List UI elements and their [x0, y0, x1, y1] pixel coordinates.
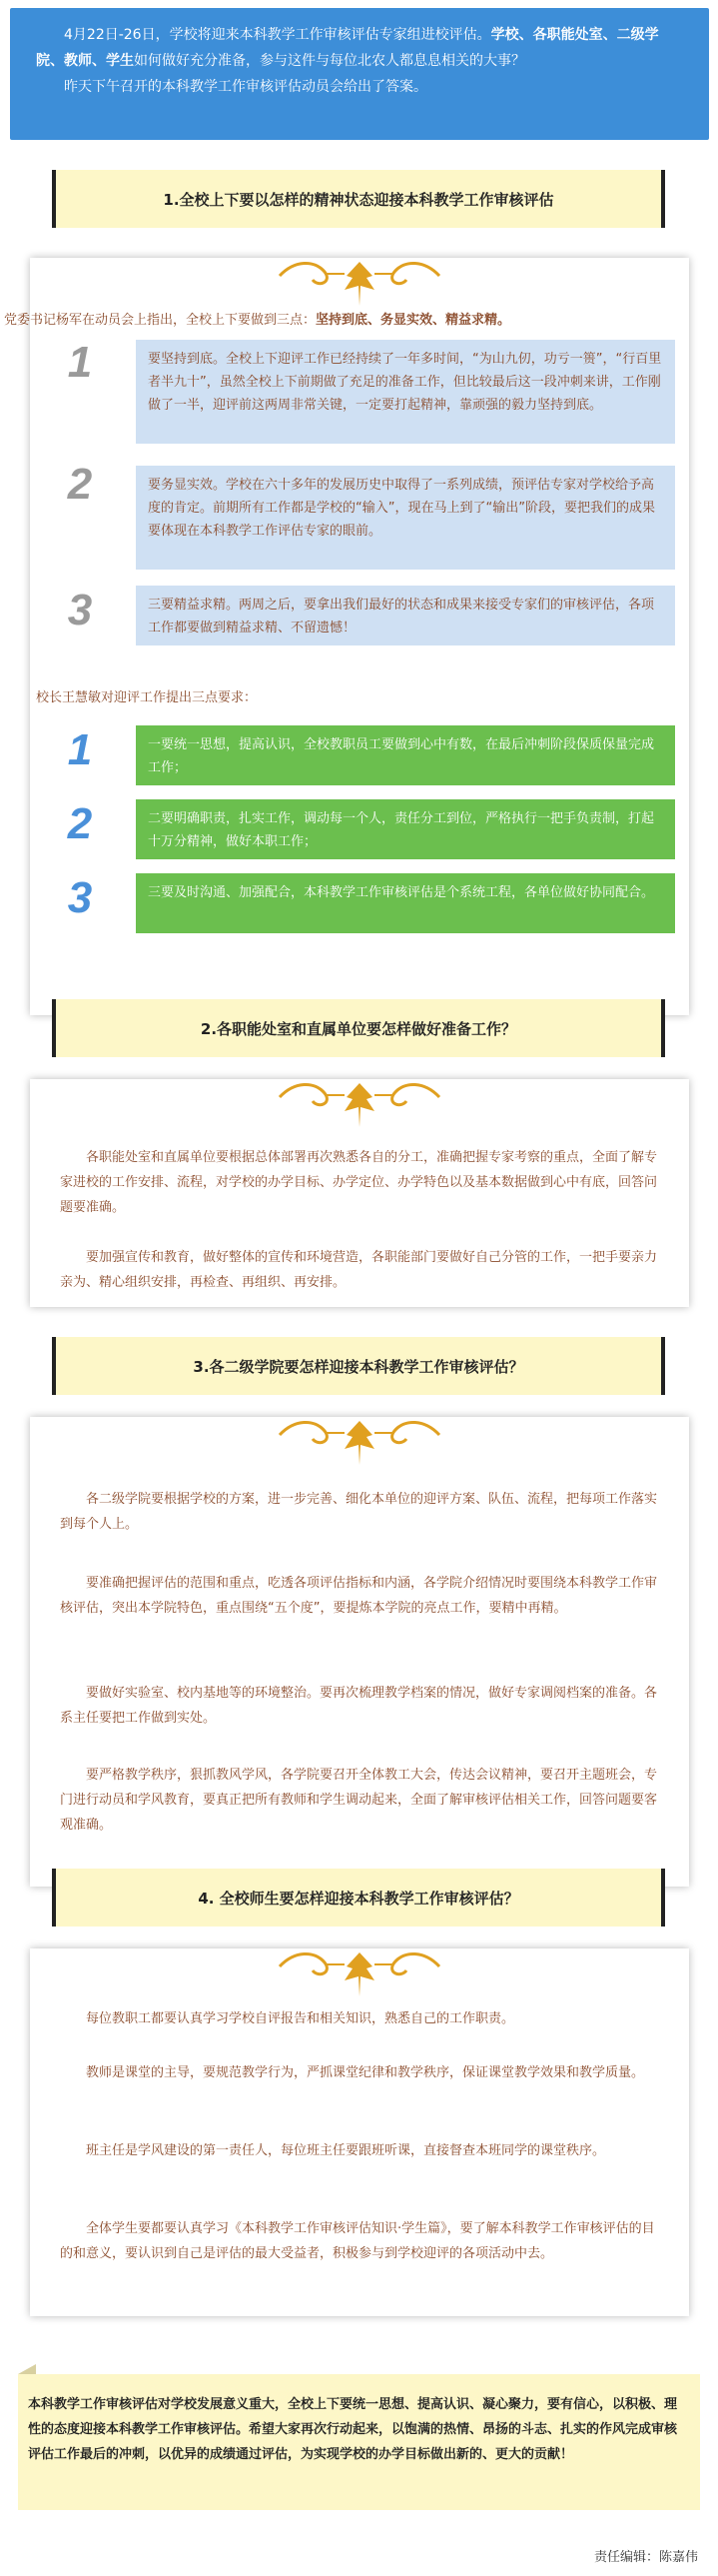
- number-2-gray: 2: [67, 460, 93, 509]
- section-4-paragraph-3: 班主任是学风建设的第一责任人，每位班主任要跟班听课，直接督查本班同学的课堂秩序。: [86, 2143, 606, 2158]
- section-2-card: [30, 1079, 689, 1307]
- requirement-box-3: 三要精益求精。两周之后，要拿出我们最好的状态和成果来接受专家们的审核评估，各项工作都要做到精益求精、不留遗憾！: [136, 586, 675, 645]
- number-1-blue: 1: [67, 725, 93, 774]
- principle-box-1: 一要统一思想，提高认识，全校教职员工要做到心中有数，在最后冲刺阶段保质保量完成工作；: [136, 725, 675, 785]
- principle-box-2: 二要明确职责，扎实工作，调动每一个人，责任分工到位，严格执行一把手负责制，打起十万分精神，做好本职工作；: [136, 799, 675, 859]
- section-1-lead: 党委书记杨军在动员会上指出，全校上下要做到三点：坚持到底、务显实效、精益求精。: [4, 313, 511, 328]
- principle-box-3: 三要及时沟通、加强配合，本科教学工作审核评估是个系统工程，各单位做好协同配合。: [136, 873, 675, 933]
- section-4-paragraph-1: 每位教职工都要认真学习学校自评报告和相关知识，熟悉自己的工作职责。: [86, 2011, 515, 2026]
- editor-credit: 责任编辑：陈嘉伟: [593, 2550, 698, 2565]
- section-3-paragraph-2: 要准确把握评估的范围和重点，吃透各项评估指标和内涵，各学院介绍情况时要围绕本科教学工作审核评估，突出本学院特色，重点围绕“五个度”，要提炼本学院的亮点工作，要精中再精。: [60, 1576, 658, 1616]
- section-3-title: 3.各二级学院要怎样迎接本科教学工作审核评估？: [52, 1337, 665, 1395]
- intro-banner: [10, 8, 709, 140]
- requirement-box-1: 要坚持到底。全校上下迎评工作已经持续了一年多时间，“为山九仞，功亏一篑”，“行百里者半九十”，虽然全校上下前期做了充足的准备工作，但比较最后这一段冲刺来讲，工作刚做了一半，迎评前这两周非常关键，一定要打起精神，靠顽强的毅力坚持到底。: [136, 340, 675, 444]
- section-4-paragraph-2: 教师是课堂的主导，要规范教学行为，严抓课堂纪律和教学秩序，保证课堂教学效果和教学质量。: [86, 2065, 645, 2080]
- section-1-title: 1.全校上下要以怎样的精神状态迎接本科教学工作审核评估: [52, 170, 665, 228]
- section-3-paragraph-1: 各二级学院要根据学校的方案，进一步完善、细化本单位的迎评方案、队伍、流程，把每项工作落实到每个人上。: [60, 1492, 658, 1532]
- section-4-title: 4. 全校师生要怎样迎接本科教学工作审核评估？: [52, 1869, 665, 1927]
- section-3-paragraph-3: 要做好实验室、校内基地等的环境整治。要再次梳理教学档案的情况，做好专家调阅档案的准备。各系主任要把工作做到实处。: [60, 1686, 658, 1726]
- intro-paragraph-2: 昨天下午召开的本科教学工作审核评估动员会给出了答案。: [64, 79, 427, 95]
- section-3-card: [30, 1417, 689, 1887]
- section-4-paragraph-4: 全体学生要都要认真学习《本科教学工作审核评估知识·学生篇》，要了解本科教学工作审核评估的目的和意义，要认识到自己是评估的最大受益者，积极参与到学校迎评的各项活动中去。: [60, 2221, 655, 2261]
- fold-corner-left: [18, 2364, 36, 2374]
- intro-paragraph-1: 4月22日-26日，学校将迎来本科教学工作审核评估专家组进校评估。学校、各职能处室、二级学院、教师、学生如何做好充分准备，参与这件与每位北农人都息息相关的大事？: [36, 27, 659, 69]
- number-3-blue: 3: [67, 873, 93, 922]
- ornament-icon: [275, 1077, 444, 1135]
- requirement-box-2: 要务显实效。学校在六十多年的发展历史中取得了一系列成绩，预评估专家对学校给予高度的肯定。前期所有工作都是学校的“输入”，现在马上到了“输出”阶段，要把我们的成果要体现在本科教学工作评估专家的眼前。: [136, 466, 675, 570]
- ornament-icon: [275, 256, 444, 314]
- section-2-title: 2.各职能处室和直属单位要怎样做好准备工作？: [52, 999, 665, 1057]
- section-1-card: [4, 258, 689, 1015]
- number-1-gray: 1: [67, 338, 93, 387]
- ornament-icon: [275, 1415, 444, 1473]
- number-2-blue: 2: [67, 799, 93, 848]
- section-3-paragraph-4: 要严格教学秩序，狠抓教风学风，各学院要召开全体教工大会，传达会议精神，要召开主题班会，专门进行动员和学风教育，要真正把所有教师和学生调动起来，全面了解审核评估相关工作，回答问题要客观准确。: [60, 1768, 658, 1833]
- section-2-paragraph-1: 各职能处室和直属单位要根据总体部署再次熟悉各自的分工，准确把握专家考察的重点，全面了解专家进校的工作安排、流程，对学校的办学目标、办学定位、办学特色以及基本数据做到心中有底，回答问题要准确。: [60, 1150, 658, 1215]
- number-3-gray: 3: [67, 586, 93, 635]
- section-2-paragraph-2: 要加强宣传和教育，做好整体的宣传和环境营造，各职能部门要做好自己分管的工作，一把手要亲力亲为、精心组织安排，再检查、再组织、再安排。: [60, 1250, 658, 1290]
- ornament-icon: [275, 1946, 444, 2004]
- section-1-lead-2: 校长王慧敏对迎评工作提出三点要求：: [36, 690, 258, 705]
- section-4-card: [30, 1948, 689, 2316]
- conclusion-box: 本科教学工作审核评估对学校发展意义重大，全校上下要统一思想、提高认识、凝心聚力，要有信心，以积极、理性的态度迎接本科教学工作审核评估。希望大家再次行动起来，以饱满的热情、昂扬的斗志、扎实的作风完成审核评估工作最后的冲刺，以优异的成绩通过评估，为实现学校的办学目标做出新的、更大的贡献！: [18, 2374, 700, 2510]
